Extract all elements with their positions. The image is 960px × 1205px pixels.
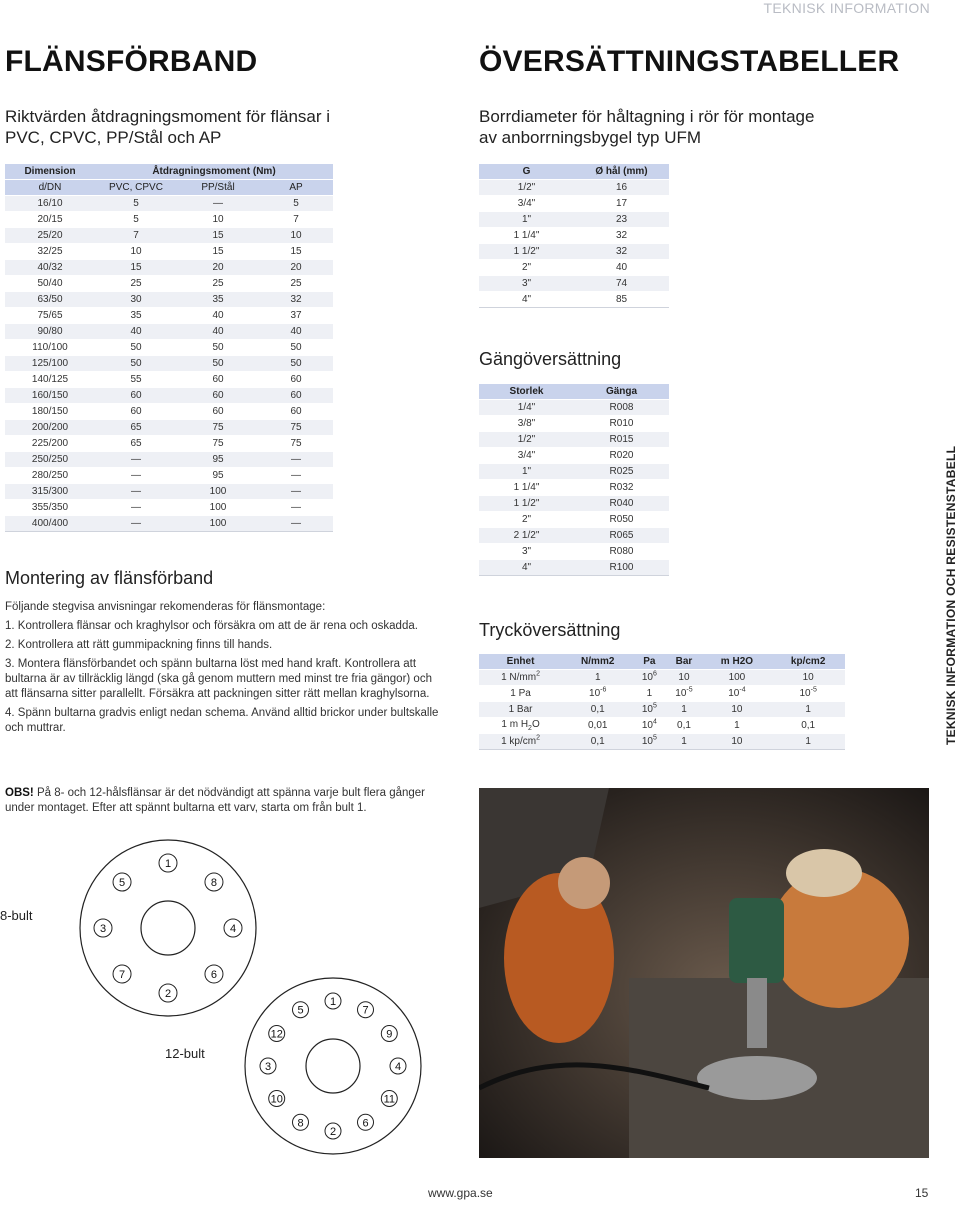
cell-value: 1 kp/cm xyxy=(501,736,537,747)
right-subtitle-line1: Borrdiameter för håltagning i rör för montage xyxy=(479,107,815,126)
table-cell: 35 xyxy=(95,308,177,324)
flange-inner-bore xyxy=(141,901,195,955)
table-cell xyxy=(703,734,772,750)
workshop-photo xyxy=(479,788,929,1158)
table-cell: 20 xyxy=(177,260,259,276)
torque-header-ap: AP xyxy=(259,180,333,196)
thread-row xyxy=(479,512,669,528)
table-cell: R065 xyxy=(574,528,669,544)
torque-header-dimension: Dimension xyxy=(5,164,95,180)
table-cell: 250/250 xyxy=(5,452,95,468)
bolt-number: 11 xyxy=(383,1093,396,1106)
table-cell xyxy=(479,718,562,734)
table-cell: 55 xyxy=(95,372,177,388)
thread-header-thread: Gänga xyxy=(574,384,669,400)
bolt-number: 4 xyxy=(229,923,237,935)
flange-12-bolt-diagram xyxy=(245,978,421,1154)
table-cell: 75 xyxy=(177,436,259,452)
table-cell: 15 xyxy=(177,244,259,260)
table-cell: 60 xyxy=(177,372,259,388)
table-cell: 60 xyxy=(95,404,177,420)
pressure-header-cell: Bar xyxy=(665,654,702,670)
table-cell: 60 xyxy=(177,404,259,420)
table-cell xyxy=(633,718,665,734)
cell-value: 10 xyxy=(731,736,743,747)
table-cell: 1/2" xyxy=(479,180,574,196)
drill-table-body xyxy=(479,180,669,308)
right-subtitle-line2: av anborrningsbygel typ UFM xyxy=(479,128,702,147)
bolt-number: 1 xyxy=(164,858,172,870)
bolt-number: 3 xyxy=(99,923,107,935)
worker-right-cap xyxy=(786,849,862,897)
table-cell xyxy=(703,702,772,718)
table-cell: 2 1/2" xyxy=(479,528,574,544)
table-cell: 400/400 xyxy=(5,516,95,532)
bolt-number: 3 xyxy=(264,1061,272,1073)
drill-row xyxy=(479,196,669,212)
pressure-header-cell: N/mm2 xyxy=(562,654,633,670)
table-cell: 1 1/2" xyxy=(479,496,574,512)
pressure-row xyxy=(479,702,845,718)
table-cell: 75 xyxy=(177,420,259,436)
cell-exponent: -5 xyxy=(686,686,693,694)
drill-bit xyxy=(747,978,767,1048)
cell-value: 10 xyxy=(728,688,740,699)
cell-value: 1 xyxy=(805,704,811,715)
table-cell: 35 xyxy=(177,292,259,308)
bolt-number: 7 xyxy=(118,968,126,981)
table-cell xyxy=(633,734,665,750)
bolt-number: 12 xyxy=(270,1028,283,1041)
table-cell: — xyxy=(259,516,333,532)
table-cell: 74 xyxy=(574,276,669,292)
table-cell: 30 xyxy=(95,292,177,308)
bolt-number: 6 xyxy=(210,968,218,981)
pressure-header-cell: Enhet xyxy=(479,654,562,670)
table-cell: 25/20 xyxy=(5,228,95,244)
table-cell: 1/2" xyxy=(479,432,574,448)
cell-value: 10 xyxy=(678,672,690,683)
worker-left-head xyxy=(558,857,610,909)
table-cell: R008 xyxy=(574,400,669,416)
table-cell: 1 1/2" xyxy=(479,244,574,260)
drill-row xyxy=(479,292,669,308)
bolt-number: 5 xyxy=(297,1004,304,1017)
table-cell xyxy=(665,670,702,686)
table-cell: R040 xyxy=(574,496,669,512)
cell-value: 1 xyxy=(681,704,687,715)
mount-step-4: 4. Spänn bultarna gradvis enligt nedan schema. Använd alltid brickor under bultskalle och muttrar. xyxy=(5,707,439,734)
table-cell xyxy=(633,670,665,686)
table-cell xyxy=(665,702,702,718)
table-cell xyxy=(665,718,702,734)
table-cell xyxy=(562,670,633,686)
drill-row xyxy=(479,260,669,276)
table-cell: 5 xyxy=(95,212,177,228)
table-cell: 23 xyxy=(574,212,669,228)
table-cell: 50 xyxy=(95,340,177,356)
table-cell: 50 xyxy=(177,356,259,372)
flange-8-bolt-diagram xyxy=(80,840,256,1016)
table-cell: 2" xyxy=(479,260,574,276)
table-cell: R010 xyxy=(574,416,669,432)
drill-row xyxy=(479,276,669,292)
cell-exponent: 5 xyxy=(653,702,657,710)
drill-row xyxy=(479,228,669,244)
diagram-12-label: 12-bult xyxy=(165,1046,205,1061)
table-cell: R100 xyxy=(574,560,669,576)
cell-exponent: -5 xyxy=(810,686,817,694)
bolt-number: 8 xyxy=(210,877,218,890)
table-cell: — xyxy=(95,484,177,500)
thread-row xyxy=(479,480,669,496)
table-cell: 15 xyxy=(95,260,177,276)
table-cell xyxy=(479,702,562,718)
page-number: 15 xyxy=(915,1186,929,1200)
torque-header-pvc: PVC, CPVC xyxy=(95,180,177,196)
table-cell: 40 xyxy=(259,324,333,340)
footer-url[interactable]: www.gpa.se xyxy=(428,1186,493,1200)
cell-value: 1 m H xyxy=(501,719,529,730)
table-cell: 1 1/4" xyxy=(479,480,574,496)
table-cell xyxy=(633,702,665,718)
table-cell: 32 xyxy=(259,292,333,308)
table-cell: 10 xyxy=(95,244,177,260)
bolt-number: 4 xyxy=(394,1061,402,1073)
table-cell: 225/200 xyxy=(5,436,95,452)
thread-row xyxy=(479,432,669,448)
table-cell xyxy=(562,686,633,702)
table-cell xyxy=(665,734,702,750)
cell-value: 1 xyxy=(646,688,653,699)
table-cell xyxy=(479,734,562,750)
table-cell: 75 xyxy=(259,436,333,452)
cell-exponent: 2 xyxy=(536,734,541,742)
pressure-row xyxy=(479,734,845,750)
table-cell: 7 xyxy=(95,228,177,244)
drill-row xyxy=(479,212,669,228)
table-cell: 50/40 xyxy=(5,276,95,292)
obs-text: På 8- och 12-hålsflänsar är det nödvändigt att spänna varje bult flera gånger under montaget. Efter att spännt bultarna ett varv, starta om från bult 1. xyxy=(5,787,425,814)
cell-value: 1 Bar xyxy=(508,704,533,715)
table-cell: — xyxy=(259,452,333,468)
cell-value: 10 xyxy=(589,688,601,699)
mount-step-2: 2. Kontrollera att rätt gummipackning finns till hands. xyxy=(5,639,273,651)
table-cell: — xyxy=(95,500,177,516)
thread-table-body xyxy=(479,400,669,576)
table-cell: 100 xyxy=(177,516,259,532)
table-cell xyxy=(479,670,562,686)
table-cell: 40 xyxy=(95,324,177,340)
table-cell: 125/100 xyxy=(5,356,95,372)
side-label: TEKNISK INFORMATION OCH RESISTENSTABELL xyxy=(944,445,958,745)
cell-value: 10 xyxy=(802,672,814,683)
table-cell xyxy=(703,670,772,686)
table-cell: 50 xyxy=(177,340,259,356)
table-cell: 200/200 xyxy=(5,420,95,436)
thread-row xyxy=(479,528,669,544)
table-cell: 5 xyxy=(259,196,333,212)
flange-inner-bore xyxy=(306,1039,360,1093)
cell-value: 10 xyxy=(641,704,653,715)
table-cell xyxy=(665,686,702,702)
torque-header-dn: d/DN xyxy=(5,180,95,196)
torque-header-moment: Åtdragningsmoment (Nm) xyxy=(95,164,333,180)
table-cell: — xyxy=(95,516,177,532)
table-cell: R032 xyxy=(574,480,669,496)
table-cell: 40 xyxy=(177,308,259,324)
pressure-header-cell: m H2O xyxy=(703,654,772,670)
table-cell: 37 xyxy=(259,308,333,324)
table-cell: 16/10 xyxy=(5,196,95,212)
table-cell xyxy=(633,686,665,702)
mount-intro: Följande stegvisa anvisningar rekomenderas för flänsmontage: xyxy=(5,601,326,613)
bolt-number: 2 xyxy=(329,1126,337,1138)
pressure-header-cell: Pa xyxy=(633,654,665,670)
thread-heading: Gängöversättning xyxy=(479,349,622,369)
table-cell: — xyxy=(95,452,177,468)
cell-value: 100 xyxy=(728,672,746,683)
bolt-number: 8 xyxy=(297,1117,304,1130)
table-cell: 2" xyxy=(479,512,574,528)
table-cell: 25 xyxy=(177,276,259,292)
table-cell: R025 xyxy=(574,464,669,480)
table-cell xyxy=(479,686,562,702)
table-cell: 17 xyxy=(574,196,669,212)
thread-row xyxy=(479,448,669,464)
left-subtitle-line2: PVC, CPVC, PP/Stål och AP xyxy=(5,128,222,147)
table-cell xyxy=(771,718,845,734)
table-cell xyxy=(771,702,845,718)
drill-row xyxy=(479,244,669,260)
cell-value: 0,01 xyxy=(587,720,608,731)
drill-header-g: G xyxy=(479,164,574,180)
thread-row xyxy=(479,464,669,480)
cell-tail: O xyxy=(531,719,540,730)
table-cell: 75 xyxy=(259,420,333,436)
cell-value: 1 xyxy=(681,736,687,747)
table-cell: 7 xyxy=(259,212,333,228)
table-cell: 3/4" xyxy=(479,196,574,212)
cell-value: 1 xyxy=(805,736,811,747)
table-cell xyxy=(771,734,845,750)
mount-heading: Montering av flänsförband xyxy=(5,568,214,588)
pressure-table-body xyxy=(479,670,845,750)
table-cell: 60 xyxy=(95,388,177,404)
table-cell: 60 xyxy=(259,372,333,388)
table-cell: R015 xyxy=(574,432,669,448)
cell-value: 0,1 xyxy=(590,736,605,747)
thread-row xyxy=(479,544,669,560)
cell-value: 10 xyxy=(731,704,743,715)
cell-value: 10 xyxy=(641,672,653,683)
diagram-8-label: 8-bult xyxy=(0,908,33,923)
table-cell: 5 xyxy=(95,196,177,212)
table-cell: 50 xyxy=(259,340,333,356)
drill-table xyxy=(479,164,669,308)
table-cell: 1/4" xyxy=(479,400,574,416)
cell-value: 1 Pa xyxy=(510,688,531,699)
table-cell: — xyxy=(95,468,177,484)
pressure-header-row xyxy=(479,654,845,670)
table-cell: 40/32 xyxy=(5,260,95,276)
cell-value: 1 xyxy=(594,672,601,683)
workshop-photo-illustration xyxy=(479,788,929,1158)
cell-exponent: 4 xyxy=(653,718,657,726)
cell-value: 0,1 xyxy=(590,704,605,715)
cell-value: 1 xyxy=(734,720,740,731)
thread-row xyxy=(479,416,669,432)
pressure-table xyxy=(479,654,845,750)
cell-value: 10 xyxy=(675,688,687,699)
table-cell: 3" xyxy=(479,544,574,560)
table-cell: 63/50 xyxy=(5,292,95,308)
pressure-row xyxy=(479,686,845,702)
cell-exponent: -6 xyxy=(600,686,607,694)
table-cell: — xyxy=(259,500,333,516)
table-cell: 50 xyxy=(95,356,177,372)
bolt-number: 7 xyxy=(362,1004,369,1017)
page-title-left: FLÄNSFÖRBAND xyxy=(5,45,258,78)
thread-header-size: Storlek xyxy=(479,384,574,400)
table-cell: 280/250 xyxy=(5,468,95,484)
drill-header-hole: Ø hål (mm) xyxy=(574,164,669,180)
table-cell: 75/65 xyxy=(5,308,95,324)
drill-machine xyxy=(729,898,784,983)
table-cell: 10 xyxy=(177,212,259,228)
table-cell xyxy=(703,718,772,734)
table-cell: 15 xyxy=(259,244,333,260)
cell-exponent: 6 xyxy=(653,670,657,678)
cell-value: 0,1 xyxy=(801,720,816,731)
table-cell: 3" xyxy=(479,276,574,292)
table-cell: 40 xyxy=(574,260,669,276)
table-cell: 32/25 xyxy=(5,244,95,260)
pressure-row xyxy=(479,718,845,734)
table-cell: 3/4" xyxy=(479,448,574,464)
table-cell: R050 xyxy=(574,512,669,528)
table-cell: R020 xyxy=(574,448,669,464)
table-cell: 65 xyxy=(95,420,177,436)
bolt-number: 10 xyxy=(270,1093,283,1106)
table-cell: 25 xyxy=(95,276,177,292)
table-cell: 50 xyxy=(259,356,333,372)
table-cell xyxy=(562,734,633,750)
table-cell: 85 xyxy=(574,292,669,308)
table-cell: 1" xyxy=(479,464,574,480)
table-cell: 110/100 xyxy=(5,340,95,356)
table-cell xyxy=(562,718,633,734)
table-cell: 4" xyxy=(479,560,574,576)
cell-exponent: 5 xyxy=(653,734,657,742)
pressure-header-cell: kp/cm2 xyxy=(771,654,845,670)
thread-table xyxy=(479,384,669,576)
table-cell: 60 xyxy=(259,404,333,420)
table-cell: 95 xyxy=(177,452,259,468)
table-cell: 100 xyxy=(177,500,259,516)
cell-value: 0,1 xyxy=(677,720,691,731)
bolt-number: 2 xyxy=(164,988,172,1000)
table-cell: 15 xyxy=(177,228,259,244)
table-cell: — xyxy=(259,484,333,500)
mount-step-3: 3. Montera flänsförbandet och spänn bultarna löst med hand kraft. Kontrollera att bultarna är av tillräcklig längd (ska gå genom muttern med minst tre fria gängor) och att flänsarna sitter parallellt. Försäkra att packningen sitter rätt mellan kraghylsorna. xyxy=(5,658,432,700)
pressure-row xyxy=(479,670,845,686)
table-cell: 40 xyxy=(177,324,259,340)
table-cell: 16 xyxy=(574,180,669,196)
thread-row xyxy=(479,400,669,416)
torque-header-pp: PP/Stål xyxy=(177,180,259,196)
table-cell: 1" xyxy=(479,212,574,228)
mount-step-1: 1. Kontrollera flänsar och kraghylsor och försäkra om att de är rena och oskadda. xyxy=(5,620,418,632)
table-cell: 32 xyxy=(574,228,669,244)
bolt-number: 9 xyxy=(386,1028,393,1041)
pipe-fitting xyxy=(697,1056,817,1100)
table-cell: 60 xyxy=(177,388,259,404)
header-section-tag: TEKNISK INFORMATION xyxy=(763,0,930,16)
table-cell: 60 xyxy=(259,388,333,404)
table-cell: 95 xyxy=(177,468,259,484)
table-cell: 3/8" xyxy=(479,416,574,432)
cell-value: 10 xyxy=(799,688,811,699)
cell-exponent: 2 xyxy=(536,670,540,678)
table-cell xyxy=(771,686,845,702)
cell-value: 1 N/mm xyxy=(501,672,537,683)
cell-value: 10 xyxy=(641,736,653,747)
table-cell: 32 xyxy=(574,244,669,260)
table-cell: 20/15 xyxy=(5,212,95,228)
left-subtitle-line1: Riktvärden åtdragningsmoment för flänsar i xyxy=(5,107,331,126)
table-cell: 160/150 xyxy=(5,388,95,404)
bolt-number: 6 xyxy=(362,1117,369,1130)
table-cell: R080 xyxy=(574,544,669,560)
table-cell xyxy=(562,702,633,718)
page-title-right: ÖVERSÄTTNINGSTABELLER xyxy=(479,45,900,78)
table-cell: 100 xyxy=(177,484,259,500)
table-cell: 315/300 xyxy=(5,484,95,500)
table-cell: 65 xyxy=(95,436,177,452)
table-cell: 140/125 xyxy=(5,372,95,388)
table-cell: 10 xyxy=(259,228,333,244)
table-cell: — xyxy=(259,468,333,484)
thread-row xyxy=(479,496,669,512)
pressure-heading: Trycköversättning xyxy=(479,620,621,640)
table-cell: 90/80 xyxy=(5,324,95,340)
table-cell xyxy=(703,686,772,702)
table-cell: 1 1/4" xyxy=(479,228,574,244)
cell-exponent: -4 xyxy=(739,686,746,694)
obs-label: OBS! xyxy=(5,787,34,799)
table-cell: 355/350 xyxy=(5,500,95,516)
table-cell: — xyxy=(177,196,259,212)
table-cell: 180/150 xyxy=(5,404,95,420)
bolt-number: 1 xyxy=(329,996,337,1008)
table-cell xyxy=(771,670,845,686)
thread-row xyxy=(479,560,669,576)
right-subtitle xyxy=(479,106,814,148)
cell-subscript: 2 xyxy=(528,725,532,732)
drill-row xyxy=(479,180,669,196)
table-cell: 20 xyxy=(259,260,333,276)
table-cell: 4" xyxy=(479,292,574,308)
cell-value: 10 xyxy=(641,720,653,731)
bolt-number: 5 xyxy=(118,877,126,890)
table-cell: 25 xyxy=(259,276,333,292)
